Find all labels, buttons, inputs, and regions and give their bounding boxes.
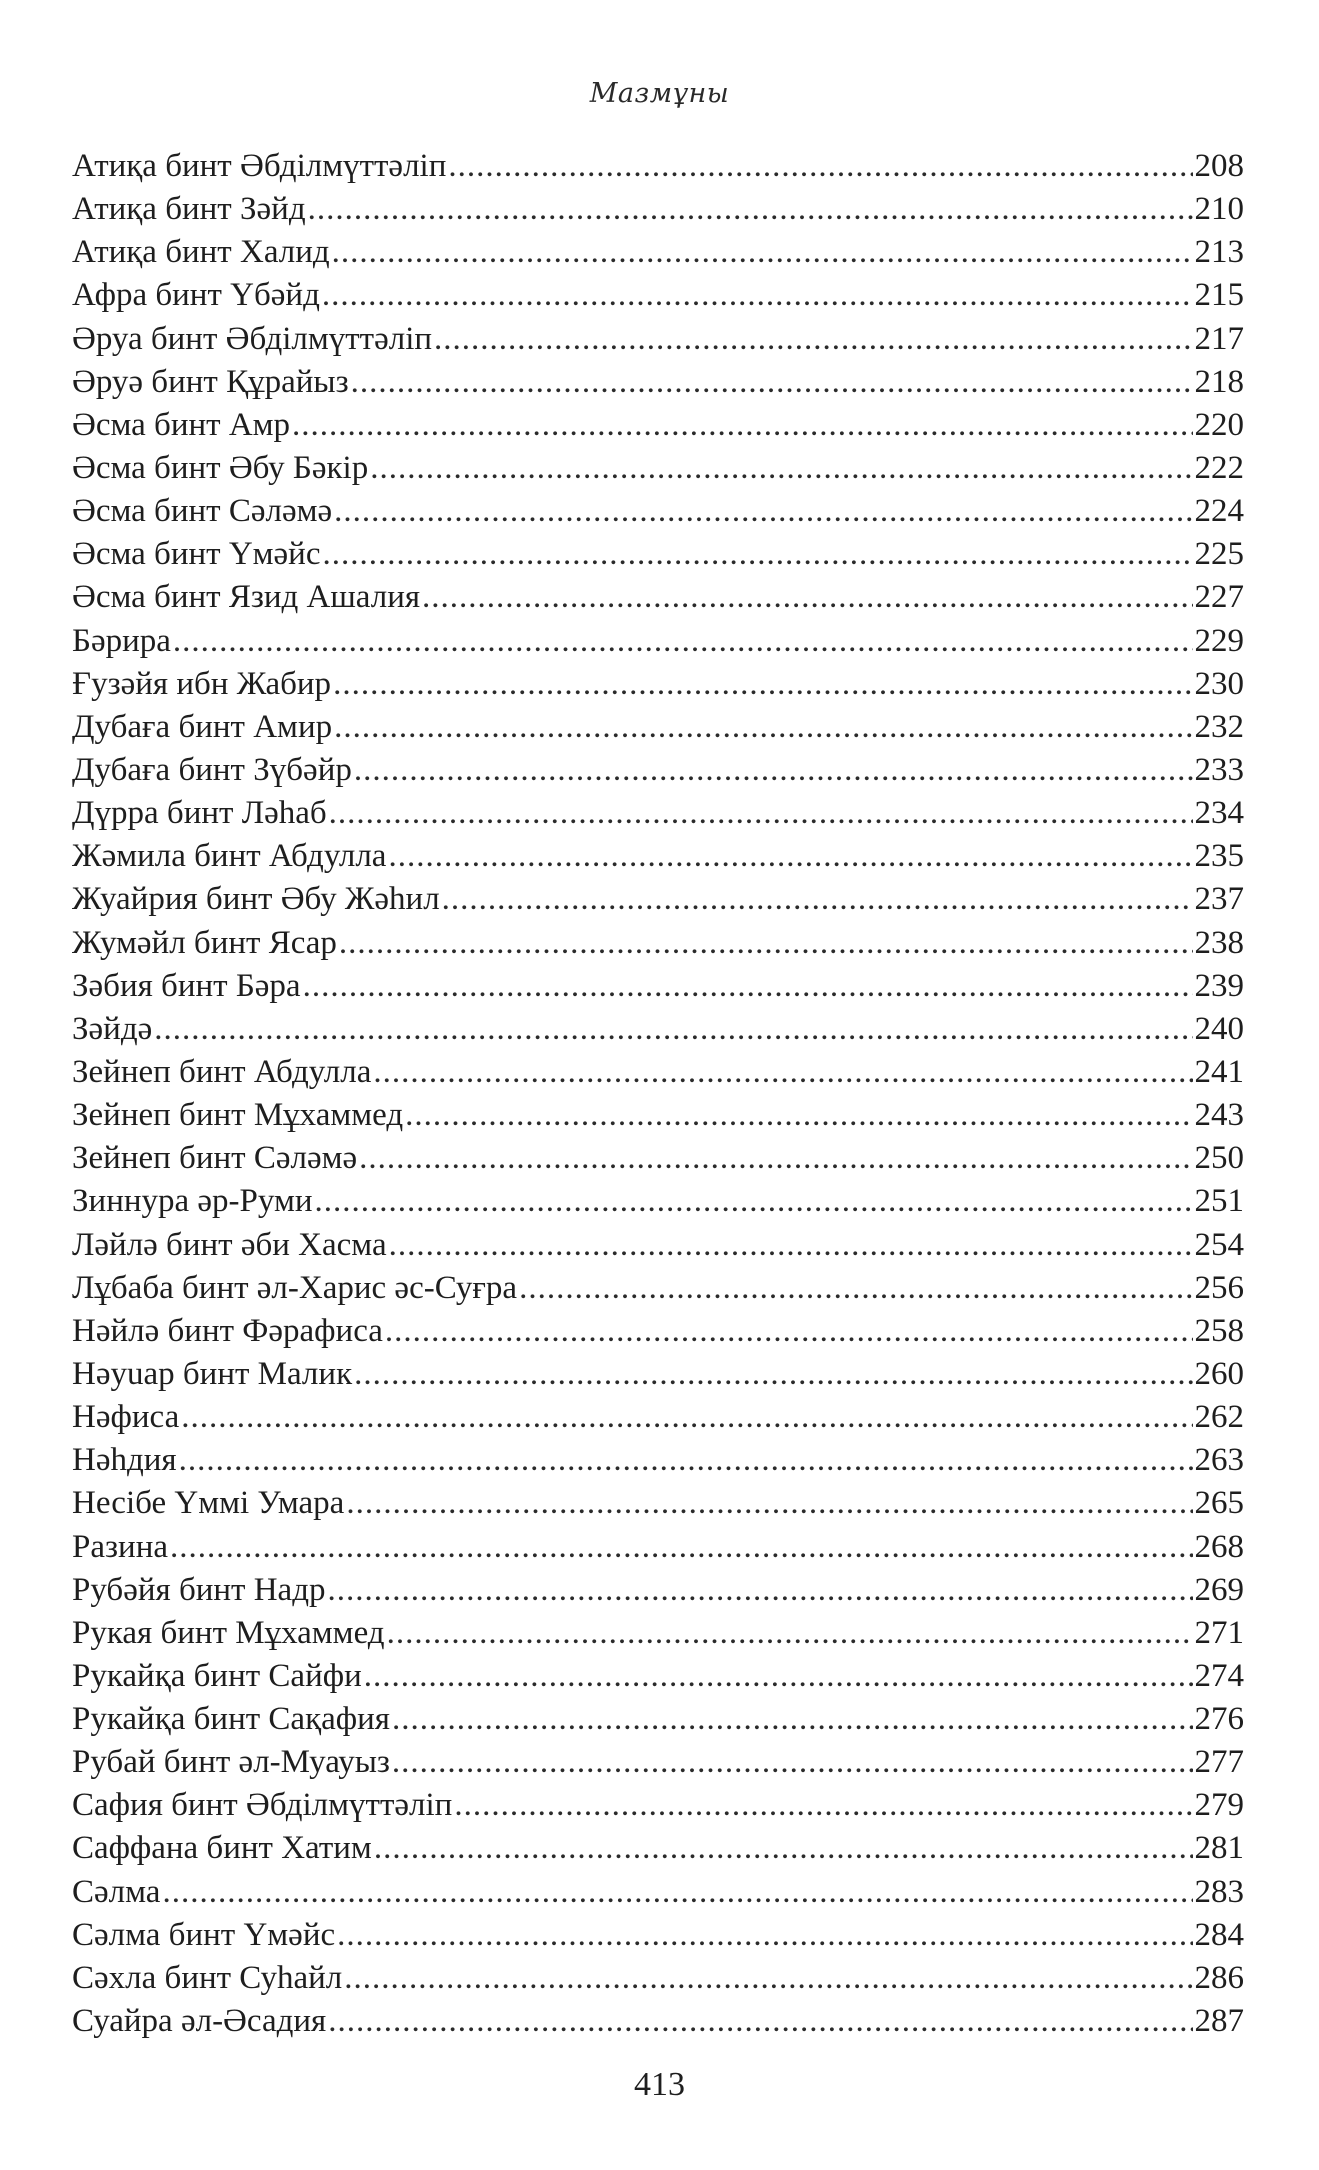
toc-entry <box>72 1224 1244 1267</box>
toc-dot-leader <box>334 706 1192 749</box>
toc-entry-page: 262 <box>1194 1399 1244 1436</box>
toc-entry-page: 256 <box>1194 1269 1244 1306</box>
toc-dot-leader <box>333 663 1192 706</box>
toc-entry-title: Ғузәйя ибн Жабир <box>72 665 332 702</box>
toc-dot-leader <box>344 1957 1192 2000</box>
toc-entry-title: Разина <box>72 1528 169 1565</box>
toc-entry-title: Әсма бинт Үмәйс <box>72 536 321 573</box>
toc-entry <box>72 1612 1244 1655</box>
toc-entry-page: 208 <box>1194 148 1244 184</box>
toc-entry-page: 279 <box>1194 1787 1244 1824</box>
toc-dot-leader <box>322 533 1192 576</box>
toc-dot-leader <box>328 2000 1192 2043</box>
toc-entry-page: 217 <box>1194 320 1244 357</box>
toc-entry-title: Зейнеп бинт Сәләмә <box>72 1140 358 1177</box>
toc-entry-page: 239 <box>1194 967 1244 1004</box>
toc-entry <box>72 404 1244 447</box>
toc-entry-page: 276 <box>1194 1701 1244 1738</box>
toc-entry-title: Әсма бинт Язид Ашалия <box>72 579 421 616</box>
toc-dot-leader <box>173 620 1193 663</box>
toc-dot-leader <box>354 749 1193 792</box>
toc-entry <box>72 706 1244 749</box>
toc-dot-leader <box>405 1094 1192 1137</box>
toc-entry <box>72 2000 1244 2043</box>
toc-entry <box>72 1698 1244 1741</box>
toc-entry <box>72 1482 1244 1525</box>
toc-entry-page: 277 <box>1194 1744 1244 1781</box>
toc-entry-page: 230 <box>1194 665 1244 702</box>
toc-entry <box>72 1439 1244 1482</box>
toc-entry-title: Сәлма <box>72 1873 161 1910</box>
toc-entry <box>72 1871 1244 1914</box>
toc-dot-leader <box>179 1439 1193 1482</box>
toc-entry-title: Афра бинт Үбәйд <box>72 277 320 314</box>
toc-dot-leader <box>374 1827 1193 1870</box>
toc-entry-page: 251 <box>1194 1183 1244 1220</box>
toc-entry <box>72 620 1244 663</box>
toc-entry <box>72 1396 1244 1439</box>
toc-entry-page: 284 <box>1194 1916 1244 1953</box>
toc-entry-title: Зиннура әр-Руми <box>72 1183 313 1220</box>
toc-dot-leader <box>370 447 1192 490</box>
toc-entry-title: Рубәйя бинт Надр <box>72 1571 326 1608</box>
toc-entry-page: 237 <box>1194 881 1244 918</box>
toc-entry <box>72 1008 1244 1051</box>
toc-entry <box>72 922 1244 965</box>
toc-entry <box>72 1094 1244 1137</box>
toc-entry-page: 210 <box>1194 191 1244 228</box>
toc-entry-page: 286 <box>1194 1959 1244 1996</box>
toc-entry-page: 241 <box>1194 1053 1244 1090</box>
toc-entry-title: Дубаға бинт Зүбәйр <box>72 751 352 788</box>
toc-entry-title: Несібе Үммі Умара <box>72 1485 345 1522</box>
toc-entry-title: Ләйлә бинт әби Хасма <box>72 1226 387 1263</box>
toc-entry-title: Саффана бинт Хатим <box>72 1830 372 1867</box>
toc-entry <box>72 878 1244 921</box>
toc-entry-page: 287 <box>1194 2003 1244 2040</box>
toc-entry-title: Рукайқа бинт Сайфи <box>72 1657 362 1694</box>
toc-entry <box>72 533 1244 576</box>
toc-entry-title: Лұбаба бинт әл-Харис әс-Суғра <box>72 1269 518 1306</box>
toc-entry <box>72 1957 1244 2000</box>
toc-entry-title: Зейнеп бинт Абдулла <box>72 1053 372 1090</box>
toc-entry-page: 215 <box>1194 277 1244 314</box>
toc-entry-title: Нәһдия <box>72 1442 177 1479</box>
toc-entry-page: 220 <box>1194 406 1244 443</box>
toc-entry <box>72 1353 1244 1396</box>
toc-entry-title: Дүрра бинт Ләһаб <box>72 795 327 832</box>
toc-entry-page: 281 <box>1194 1830 1244 1867</box>
toc-dot-leader <box>337 1914 1192 1957</box>
toc-dot-leader <box>154 1008 1192 1051</box>
toc-dot-leader <box>339 922 1193 965</box>
toc-entry-page: 229 <box>1194 622 1244 659</box>
toc-entry <box>72 318 1244 361</box>
toc-entry <box>72 231 1244 274</box>
toc-entry-title: Әсма бинт Амр <box>72 406 291 443</box>
toc-dot-leader <box>315 1180 1193 1223</box>
toc-dot-leader <box>322 274 1193 317</box>
toc-entry-title: Бәрира <box>72 622 171 659</box>
toc-entry <box>72 576 1244 619</box>
toc-entry-title: Нәфиса <box>72 1399 180 1436</box>
toc-entry-page: 235 <box>1194 838 1244 875</box>
toc-entry-page: 224 <box>1194 493 1244 530</box>
toc-entry <box>72 1526 1244 1569</box>
toc-entry-page: 271 <box>1194 1614 1244 1651</box>
toc-dot-leader <box>170 1526 1192 1569</box>
toc-entry-page: 218 <box>1194 363 1244 400</box>
toc-entry <box>72 965 1244 1008</box>
toc-entry-title: Рубай бинт әл-Муауыз <box>72 1744 390 1781</box>
toc-entry-title: Әруа бинт Әбділмүттәліп <box>72 320 433 357</box>
toc-entry-title: Суайра әл-Әсадия <box>72 2003 327 2040</box>
toc-dot-leader <box>388 835 1192 878</box>
toc-dot-leader <box>354 1353 1192 1396</box>
toc-entry-page: 238 <box>1194 924 1244 961</box>
toc-dot-leader <box>519 1267 1192 1310</box>
toc-entry-page: 227 <box>1194 579 1244 616</box>
toc-dot-leader <box>334 490 1192 533</box>
toc-entry-title: Зәйдә <box>72 1010 153 1047</box>
toc-entry-page: 225 <box>1194 536 1244 573</box>
toc-entry-page: 269 <box>1194 1571 1244 1608</box>
toc-dot-leader <box>346 1482 1192 1525</box>
toc-dot-leader <box>308 188 1193 231</box>
toc-dot-leader <box>328 1569 1193 1612</box>
toc-dot-leader <box>387 1612 1193 1655</box>
toc-entry <box>72 1267 1244 1310</box>
toc-dot-leader <box>292 404 1192 447</box>
toc-dot-leader <box>364 1655 1193 1698</box>
toc-entry <box>72 274 1244 317</box>
toc-entry-page: 213 <box>1194 234 1244 271</box>
toc-dot-leader <box>422 576 1192 619</box>
toc-dot-leader <box>373 1051 1192 1094</box>
toc-entry-page: 250 <box>1194 1140 1244 1177</box>
toc-entry-title: Дубаға бинт Амир <box>72 708 333 745</box>
toc-entry-page: 260 <box>1194 1355 1244 1392</box>
toc-dot-leader <box>392 1741 1193 1784</box>
toc-entry-title: Жәмила бинт Абдулла <box>72 838 387 875</box>
toc-entry-title: Атиқа бинт Әбділмүттәліп <box>72 148 447 184</box>
toc-entry-page: 268 <box>1194 1528 1244 1565</box>
toc-entry <box>72 361 1244 404</box>
toc-entry-title: Атиқа бинт Зәйд <box>72 191 306 228</box>
toc-entry-title: Әсма бинт Сәләмә <box>72 493 333 530</box>
toc-entry-title: Сәлма бинт Үмәйс <box>72 1916 336 1953</box>
toc-entry <box>72 792 1244 835</box>
toc-dot-leader <box>329 792 1193 835</box>
toc-entry-title: Әсма бинт Әбу Бәкір <box>72 449 369 486</box>
toc-dot-leader <box>332 231 1193 274</box>
toc-dot-leader <box>434 318 1192 361</box>
toc-entry <box>72 1051 1244 1094</box>
toc-dot-leader <box>392 1698 1193 1741</box>
toc-entry <box>72 1310 1244 1353</box>
toc-entry <box>72 749 1244 792</box>
toc-entry-page: 240 <box>1194 1010 1244 1047</box>
toc-entry-title: Жуайрия бинт Әбу Жәһил <box>72 881 440 918</box>
toc-entry-title: Зәбия бинт Бәра <box>72 967 301 1004</box>
toc-entry-page: 232 <box>1194 708 1244 745</box>
toc-entry-title: Рукая бинт Мұхаммед <box>72 1614 385 1651</box>
toc-dot-leader <box>448 145 1192 188</box>
toc-dot-leader <box>303 965 1193 1008</box>
toc-entry-title: Нәйлә бинт Фәрафиса <box>72 1312 383 1349</box>
toc-entry <box>72 1784 1244 1827</box>
toc-entry-title: Әруә бинт Құрайыз <box>72 363 349 400</box>
toc-entry-page: 233 <box>1194 751 1244 788</box>
table-of-contents <box>72 145 1244 2043</box>
toc-entry-page: 243 <box>1194 1097 1244 1134</box>
toc-entry <box>72 1914 1244 1957</box>
toc-entry-title: Сәхла бинт Суһайл <box>72 1959 343 1996</box>
toc-entry <box>72 490 1244 533</box>
toc-entry <box>72 835 1244 878</box>
toc-dot-leader <box>351 361 1193 404</box>
toc-entry <box>72 447 1244 490</box>
toc-entry-page: 274 <box>1194 1657 1244 1694</box>
toc-entry-title: Зейнеп бинт Мұхаммед <box>72 1097 404 1134</box>
toc-entry <box>72 663 1244 706</box>
toc-entry <box>72 1569 1244 1612</box>
toc-entry-page: 222 <box>1194 449 1244 486</box>
toc-entry-page: 234 <box>1194 795 1244 832</box>
toc-dot-leader <box>454 1784 1192 1827</box>
toc-entry <box>72 1741 1244 1784</box>
running-header: Мазмұны <box>589 78 730 109</box>
toc-dot-leader <box>162 1871 1192 1914</box>
toc-entry-title: Атиқа бинт Халид <box>72 234 330 271</box>
toc-dot-leader <box>181 1396 1192 1439</box>
toc-entry <box>72 1827 1244 1870</box>
toc-dot-leader <box>359 1137 1192 1180</box>
toc-entry <box>72 1137 1244 1180</box>
toc-dot-leader <box>389 1224 1193 1267</box>
toc-entry-title: Сафия бинт Әбділмүттәліп <box>72 1787 453 1824</box>
toc-entry-page: 258 <box>1194 1312 1244 1349</box>
toc-dot-leader <box>385 1310 1193 1353</box>
toc-entry-page: 254 <box>1194 1226 1244 1263</box>
toc-entry <box>72 145 1244 188</box>
toc-entry-title: Нәуuар бинт Малик <box>72 1355 353 1392</box>
toc-entry-title: Жумәйл бинт Ясар <box>72 924 337 961</box>
toc-entry <box>72 188 1244 231</box>
toc-entry-title: Рукайқа бинт Сақафия <box>72 1701 390 1738</box>
page-number: 413 <box>634 2066 685 2103</box>
toc-entry <box>72 1180 1244 1223</box>
toc-entry-page: 263 <box>1194 1442 1244 1479</box>
toc-dot-leader <box>442 878 1193 921</box>
toc-entry-page: 265 <box>1194 1485 1244 1522</box>
toc-entry-page: 283 <box>1194 1873 1244 1910</box>
toc-entry <box>72 1655 1244 1698</box>
